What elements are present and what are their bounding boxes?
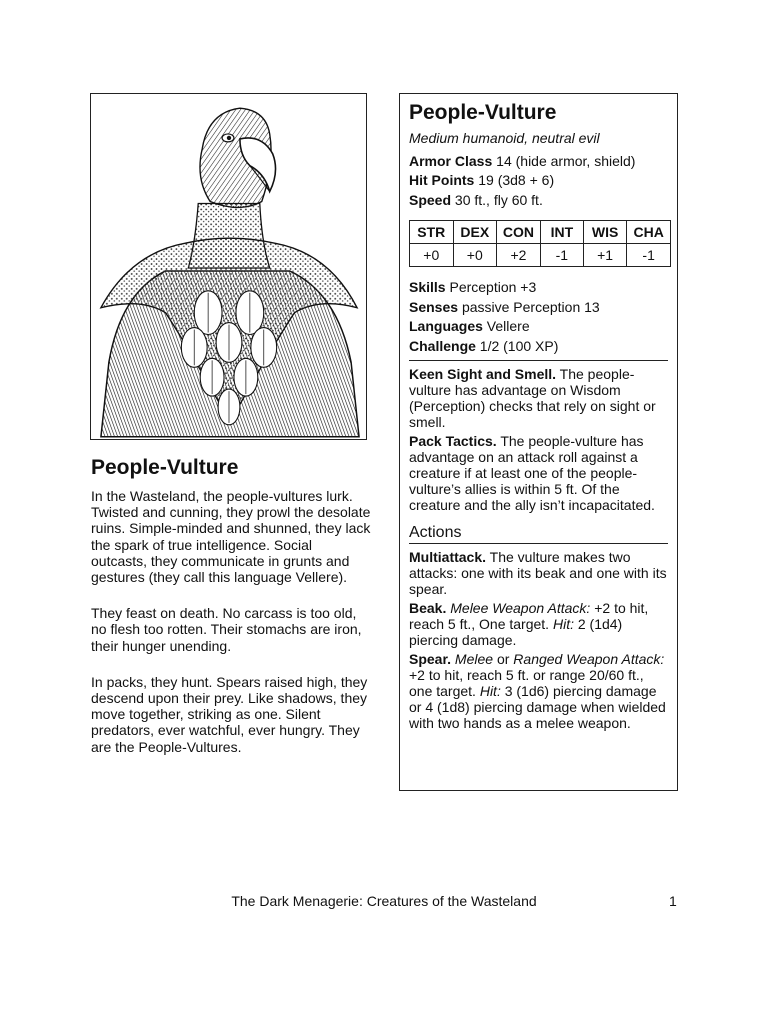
armor-class: Armor Class 14 (hide armor, shield)	[409, 152, 636, 169]
lore-text	[91, 488, 371, 775]
languages: Languages Vellere	[409, 318, 530, 334]
actions-divider	[409, 543, 668, 544]
lore-title: People-Vulture	[91, 456, 239, 479]
footer-title: The Dark Menagerie: Creatures of the Wasteland	[231, 893, 537, 909]
ability-header-row	[410, 221, 671, 244]
ability-mod: +2	[497, 244, 541, 267]
vulture-humanoid-illustration	[91, 94, 366, 439]
statblock-name: People-Vulture	[409, 101, 557, 124]
ability-mod-row	[410, 244, 671, 267]
trait-pack-tactics: Pack Tactics. The people-vulture has advantage on an attack roll against a creature if at least one of the people-vulture’s allies is within 5 ft. Of the creature and the ally isn’t incapacitated.	[409, 433, 655, 513]
lore-paragraph: They feast on death. No carcass is too old, no flesh too rotten. Their stomachs are iron, their hunger unending.	[91, 605, 362, 654]
ability-mod: -1	[540, 244, 583, 267]
ability-header: STR	[410, 221, 454, 244]
ability-mod: +0	[453, 244, 497, 267]
senses: Senses passive Perception 13	[409, 298, 600, 315]
stat-block	[399, 93, 678, 791]
ability-scores-table	[409, 220, 671, 267]
ability-mod: +1	[583, 244, 626, 267]
ability-mod: +0	[410, 244, 454, 267]
ability-header: INT	[540, 221, 583, 244]
hit-points: Hit Points 19 (3d8 + 6)	[409, 172, 555, 188]
challenge: Challenge 1/2 (100 XP)	[409, 337, 559, 354]
trait-keen-sight: Keen Sight and Smell. The people-vulture has advantage on Wisdom (Perception) checks that rely on sight or smell.	[409, 366, 656, 430]
ability-header: CON	[497, 221, 541, 244]
creature-illustration	[90, 93, 367, 440]
actions-heading: Actions	[409, 524, 462, 541]
statblock-type: Medium humanoid, neutral evil	[409, 130, 600, 146]
page-number: 1	[669, 893, 677, 909]
ability-header: DEX	[453, 221, 497, 244]
section-divider	[409, 360, 668, 361]
ability-header: WIS	[583, 221, 626, 244]
action-multiattack: Multiattack. The vulture makes two attacks: one with its beak and one with its spear.	[409, 549, 667, 597]
ability-mod: -1	[627, 244, 671, 267]
ability-header: CHA	[627, 221, 671, 244]
action-beak: Beak. Melee Weapon Attack: +2 to hit, reach 5 ft., One target. Hit: 2 (1d4) piercing damage.	[409, 600, 649, 648]
action-spear: Spear. Melee or Ranged Weapon Attack: +2 to hit, reach 5 ft. or range 20/60 ft., one target. Hit: 3 (1d6) piercing damage or 4 (1d8) piercing damage when wielded with two hands as a melee weapon.	[409, 651, 666, 731]
lore-paragraph: In the Wasteland, the people-vultures lurk. Twisted and cunning, they prowl the desolate ruins. Simple-minded and shunned, they lack the spark of true intelligence. Social outcasts, they communicate in grunts and gestures (they call this language Vellere).	[91, 488, 371, 586]
lore-paragraph: In packs, they hunt. Spears raised high, they descend upon their prey. Like shadows, they move together, striking as one. Silent predators, ever watchful, ever hungry. They are the People-Vultures.	[91, 673, 368, 755]
speed: Speed 30 ft., fly 60 ft.	[409, 191, 543, 208]
skills: Skills Perception +3	[409, 279, 537, 295]
